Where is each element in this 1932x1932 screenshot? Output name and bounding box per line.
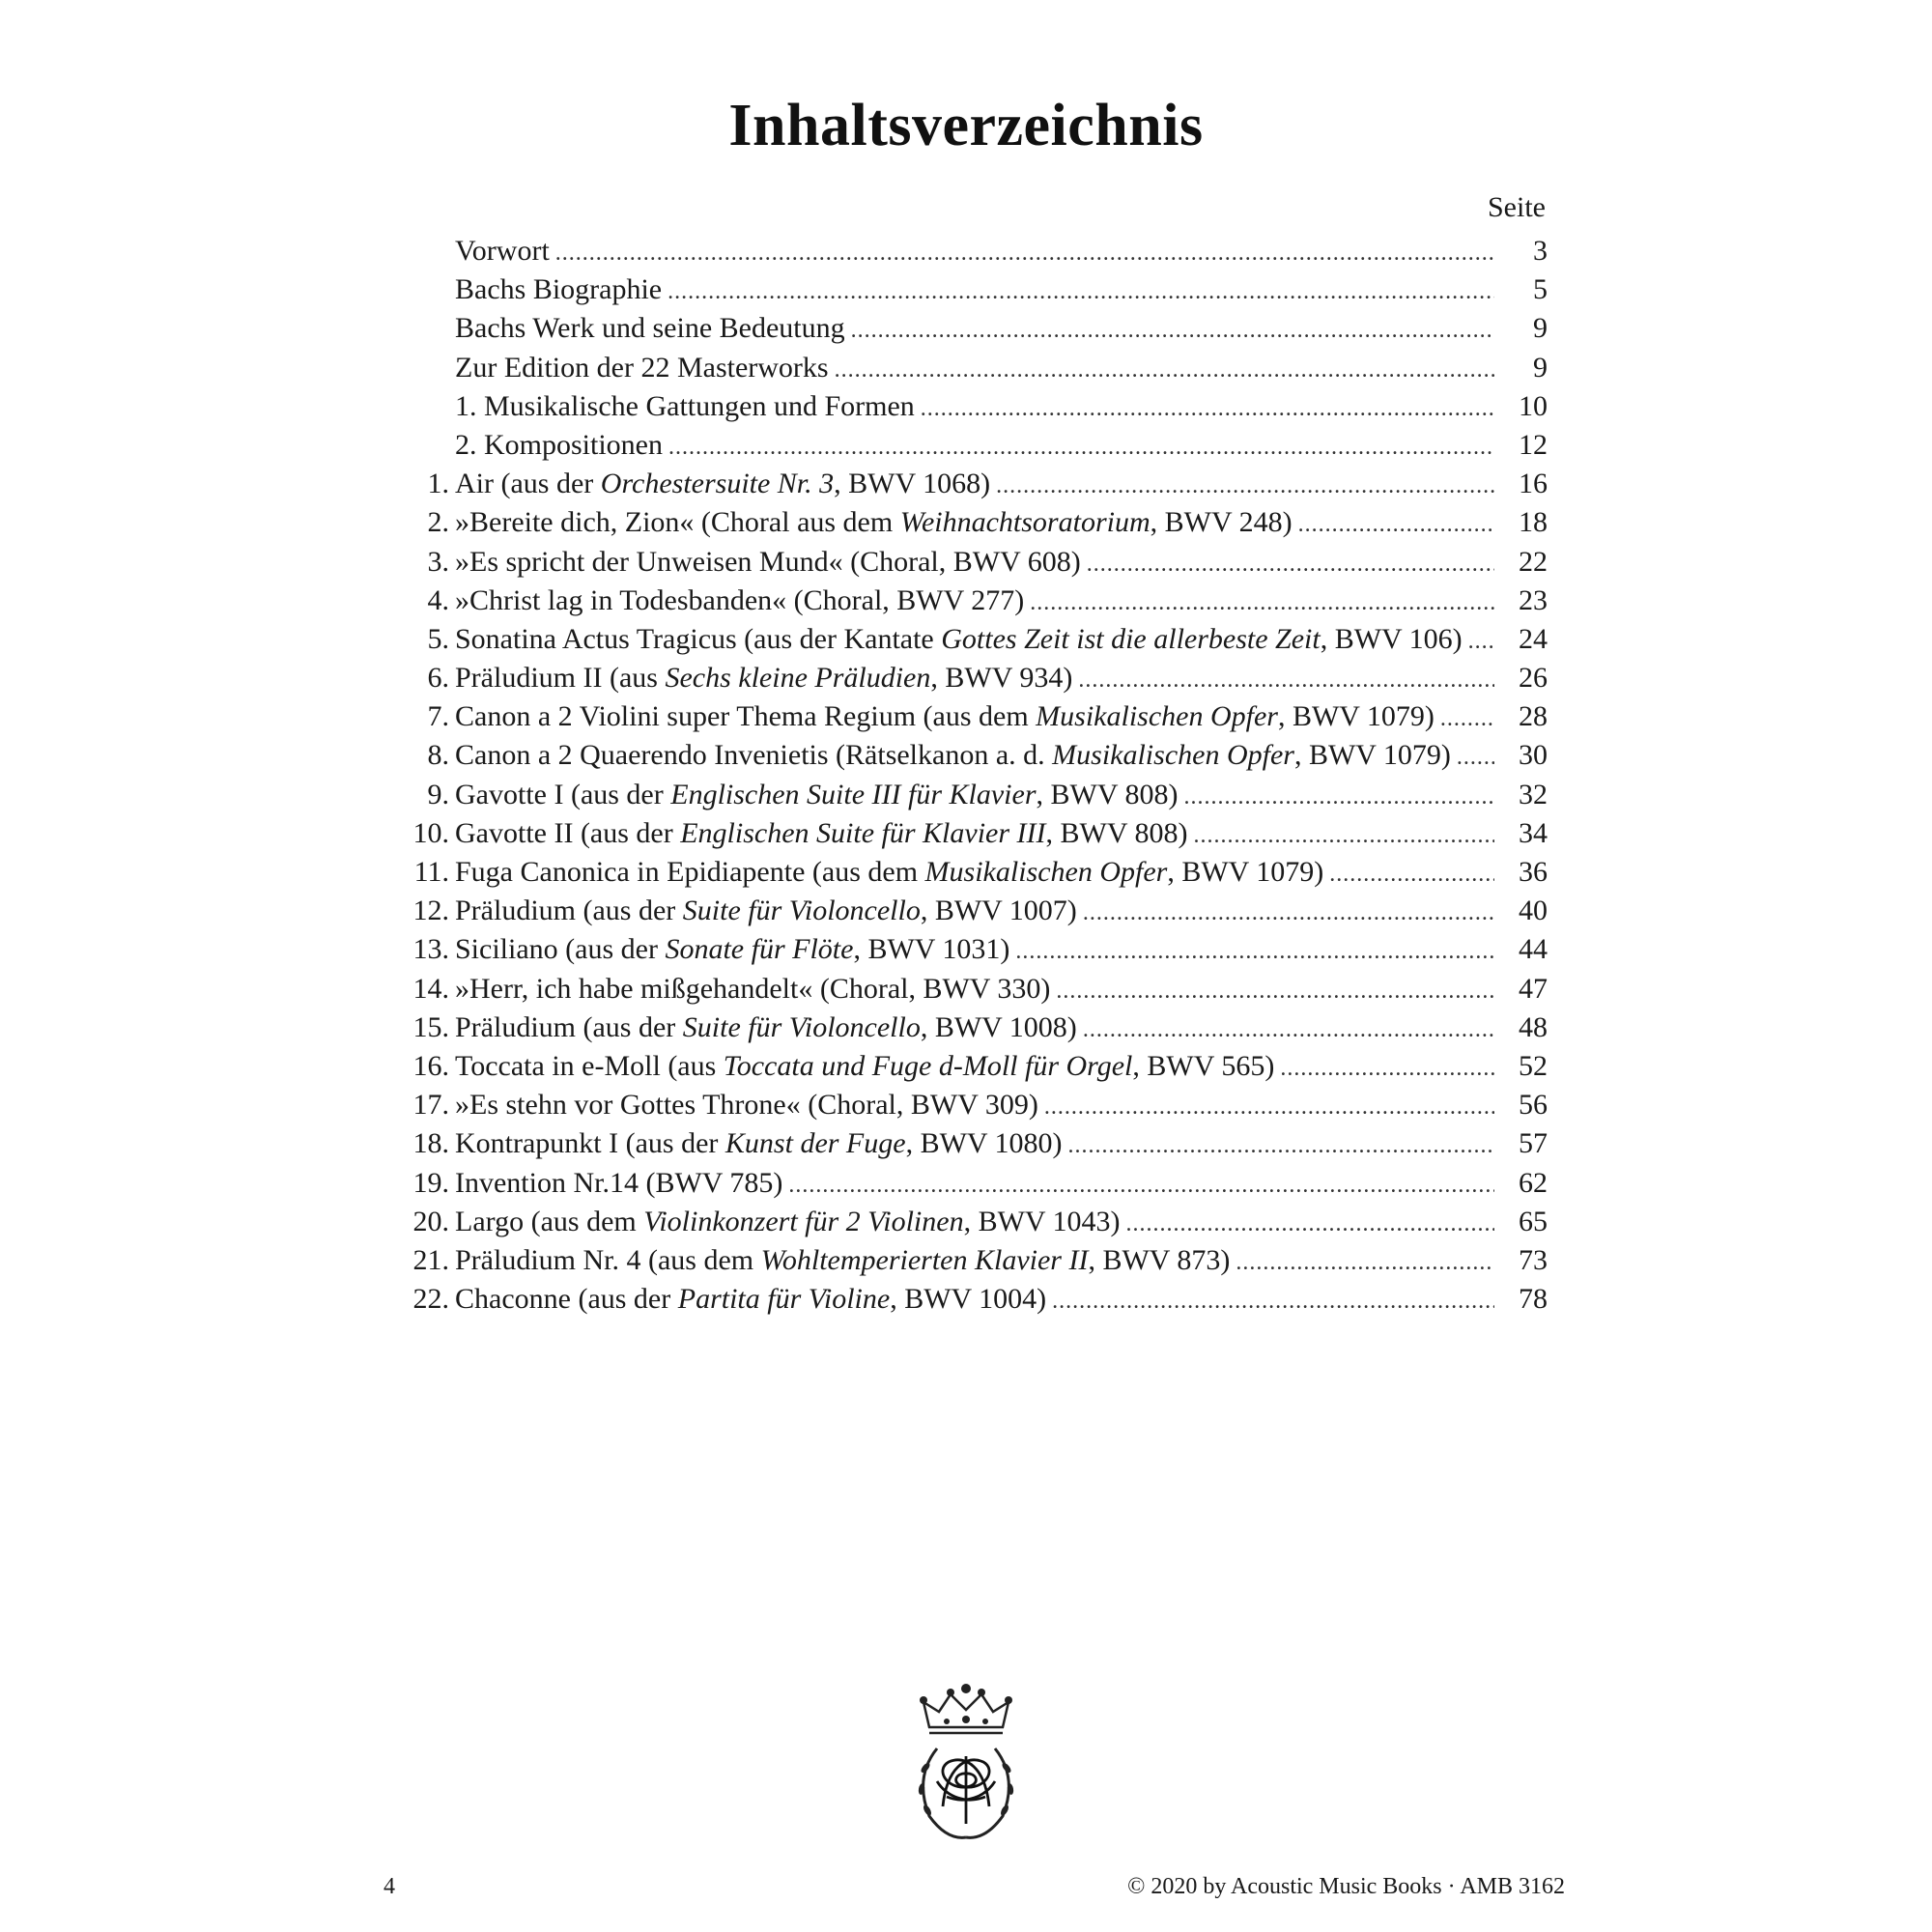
toc-entry-title [455, 309, 851, 348]
toc-entry-number: 8. [427, 739, 449, 772]
toc-entry-number: 22. [412, 1283, 449, 1316]
toc-leader-dots [1087, 545, 1494, 583]
toc-entry [391, 1086, 1548, 1124]
toc-entry [391, 543, 1548, 582]
toc-entry-page: 34 [1519, 816, 1548, 849]
toc-entry-title [455, 1009, 1083, 1047]
toc-entry-catalog: , BWV 934) [930, 662, 1073, 695]
toc-leader-dots [668, 272, 1494, 311]
toc-entry-catalog: , BWV 1004) [890, 1283, 1047, 1316]
toc-entry-title-text: Largo (aus dem [455, 1205, 644, 1237]
toc-entry-page: 30 [1519, 739, 1548, 772]
toc-leader-dots [1126, 1205, 1494, 1243]
toc-entry-number: 14. [412, 972, 449, 1005]
toc-leader-dots [1298, 505, 1494, 544]
toc-entry-number: 11. [413, 856, 449, 888]
toc-entry-number: 6. [427, 662, 449, 695]
toc-entry-page: 3 [1533, 235, 1548, 267]
toc-entry-title [455, 582, 1030, 620]
toc-entry-title-text: Canon a 2 Quaerendo Invenietis (Rätselkanon a. d. [455, 739, 1053, 772]
toc-entry-title-text: 1. Musikalische Gattungen und Formen [455, 389, 915, 422]
toc-entry [391, 620, 1548, 659]
toc-entry-title [455, 1124, 1068, 1163]
toc-entry-title-text: Chaconne (aus der [455, 1283, 678, 1316]
toc-entry [391, 697, 1548, 736]
toc-entry-work-title: Violinkonzert für 2 Violinen [643, 1205, 964, 1237]
toc-entry-catalog: , BWV 1080) [905, 1127, 1063, 1160]
toc-entry-number: 10. [412, 816, 449, 849]
toc-entry-catalog: , BWV 1043) [963, 1205, 1121, 1237]
toc-entry-number: 1. [427, 468, 449, 500]
toc-entry-catalog: , BWV 1079) [1293, 739, 1451, 772]
toc-entry-title-text: »Christ lag in Todesbanden« (Choral, BWV 277) [455, 583, 1025, 616]
toc-entry-title-text: Invention Nr.14 (BWV 785) [455, 1166, 783, 1199]
toc-entry-title-text: Präludium II (aus [455, 662, 666, 695]
toc-leader-dots [1044, 1088, 1494, 1126]
toc-entry-catalog: , BWV 808) [1045, 816, 1188, 849]
toc-entry-title-text: »Bereite dich, Zion« (Choral aus dem [455, 506, 900, 539]
toc-entry-title [455, 1047, 1280, 1086]
toc-entry-work-title: Gottes Zeit ist die allerbeste Zeit [941, 622, 1321, 655]
toc-entry [391, 892, 1548, 930]
toc-leader-dots [1280, 1049, 1494, 1088]
toc-entry [391, 659, 1548, 697]
toc-entry-page: 26 [1519, 662, 1548, 695]
toc-leader-dots [851, 311, 1494, 350]
toc-entry-title [455, 232, 555, 270]
toc-leader-dots [1236, 1243, 1494, 1282]
toc-entry-title-text: »Es stehn vor Gottes Throne« (Choral, BWV 309) [455, 1089, 1038, 1122]
toc-leader-dots [788, 1166, 1494, 1205]
toc-leader-dots [1015, 932, 1494, 971]
toc-entry-title [455, 1086, 1044, 1124]
toc-entry-work-title: Musikalischen Opfer [1052, 739, 1294, 772]
toc-entry-catalog: , BWV 1079) [1277, 700, 1435, 733]
toc-entry-title [455, 270, 668, 309]
toc-leader-dots [921, 389, 1494, 428]
toc-entry-work-title: Kunst der Fuge [724, 1127, 906, 1160]
toc-leader-dots [668, 428, 1494, 467]
toc-entry [391, 1124, 1548, 1163]
toc-entry-number: 5. [427, 622, 449, 655]
toc-entry [391, 776, 1548, 814]
toc-entry-title-text: Bachs Biographie [455, 273, 663, 306]
toc-entry-work-title: Musikalischen Opfer [1036, 700, 1278, 733]
toc-entry [391, 582, 1548, 620]
toc-entry-number: 12. [412, 895, 449, 927]
toc-leader-dots [835, 351, 1494, 389]
toc-entry-title-text: »Es spricht der Unweisen Mund« (Choral, BWV 608) [455, 545, 1081, 578]
toc-entry-title-text: Air (aus der [455, 468, 601, 500]
toc-entry-page: 52 [1519, 1049, 1548, 1082]
toc-leader-dots [1052, 1282, 1494, 1321]
toc-entry-number: 15. [412, 1010, 449, 1043]
toc-entry-page: 56 [1519, 1089, 1548, 1122]
toc-entry-page: 65 [1519, 1205, 1548, 1237]
toc-entry-number: 4. [427, 583, 449, 616]
toc-entry-title-text: Gavotte II (aus der [455, 816, 681, 849]
toc-entry-number: 17. [412, 1089, 449, 1122]
toc-entry [391, 270, 1548, 309]
toc-leader-dots [1440, 699, 1494, 738]
toc-entry-number: 20. [412, 1205, 449, 1237]
toc-entry-title-text: Fuga Canonica in Epidiapente (aus dem [455, 856, 925, 888]
toc-entry-work-title: Englischen Suite für Klavier III [680, 816, 1046, 849]
toc-entry-title [455, 659, 1078, 697]
toc-entry-catalog: , BWV 808) [1036, 778, 1179, 810]
toc-entry-work-title: Weihnachtsoratorium [899, 506, 1151, 539]
toc-entry [391, 349, 1548, 387]
toc-entry-title [455, 814, 1193, 853]
toc-entry-title [455, 1280, 1052, 1319]
toc-entry [391, 1203, 1548, 1241]
toc-entry-title-text: »Herr, ich habe mißgehandelt« (Choral, BWV 330) [455, 972, 1051, 1005]
toc-entry-title [455, 387, 921, 426]
toc-entry-title-text: Vorwort [455, 235, 550, 267]
toc-entry-page: 73 [1519, 1243, 1548, 1276]
toc-entry-page: 10 [1519, 389, 1548, 422]
toc-entry [391, 853, 1548, 892]
footer-page-number: 4 [384, 1874, 395, 1899]
toc-entry-catalog: , BWV 1008) [920, 1010, 1077, 1043]
page-column-label: Seite [1488, 191, 1546, 223]
toc-entry-title [455, 1241, 1236, 1280]
toc-entry [391, 1009, 1548, 1047]
toc-entry-title-text: Sonatina Actus Tragicus (aus der Kantate [455, 622, 942, 655]
toc-entry-title [455, 465, 996, 503]
toc-entry-title [455, 892, 1083, 930]
toc-entry [391, 1280, 1548, 1319]
toc-entry-title-text: Siciliano (aus der [455, 933, 666, 966]
toc-entry-title [455, 349, 835, 387]
toc-entry-title [455, 697, 1440, 736]
toc-entry-page: 23 [1519, 583, 1548, 616]
toc-entry-number: 18. [412, 1127, 449, 1160]
toc-entry [391, 309, 1548, 348]
toc-entry-number: 16. [412, 1049, 449, 1082]
toc-entry-catalog: , BWV 248) [1150, 506, 1293, 539]
toc-entry-catalog: , BWV 873) [1088, 1243, 1231, 1276]
toc-entry-title [455, 776, 1183, 814]
toc-entry-title [455, 970, 1056, 1009]
toc-entry-page: 28 [1519, 700, 1548, 733]
toc-leader-dots [1068, 1126, 1494, 1165]
toc-leader-dots [555, 234, 1494, 272]
toc-leader-dots [996, 467, 1494, 505]
toc-leader-dots [1457, 738, 1494, 777]
toc-entry-page: 48 [1519, 1010, 1548, 1043]
toc-entry-title [455, 1203, 1126, 1241]
toc-entry-page: 24 [1519, 622, 1548, 655]
toc-entry-catalog: , BWV 1068) [834, 468, 991, 500]
toc-entry [391, 1047, 1548, 1086]
toc-entry-title [455, 620, 1468, 659]
toc-entry-page: 12 [1519, 428, 1548, 461]
bach-seal-icon [908, 1681, 1024, 1845]
toc-entry-page: 78 [1519, 1283, 1548, 1316]
toc-entry-number: 2. [427, 506, 449, 539]
toc-entry-number: 9. [427, 778, 449, 810]
toc-entry-title-text: Präludium Nr. 4 (aus dem [455, 1243, 761, 1276]
toc-entry-work-title: Suite für Violoncello [682, 1010, 921, 1043]
toc-entry-work-title: Musikalischen Opfer [924, 856, 1168, 888]
toc-entry-catalog: , BWV 1007) [920, 895, 1077, 927]
toc-entry-catalog: , BWV 1031) [853, 933, 1010, 966]
toc-entry [391, 232, 1548, 270]
toc-entry-page: 16 [1519, 468, 1548, 500]
toc-entry-work-title: Englischen Suite III für Klavier [670, 778, 1037, 810]
toc-entry-page: 47 [1519, 972, 1548, 1005]
toc-entry-work-title: Partita für Violine [677, 1283, 891, 1316]
toc-leader-dots [1193, 816, 1494, 855]
toc-entry-work-title: Sechs kleine Präludien [665, 662, 931, 695]
toc-entry-page: 5 [1533, 273, 1548, 306]
toc-entry-number: 19. [412, 1166, 449, 1199]
toc-entry-page: 9 [1533, 351, 1548, 384]
toc-entry [391, 503, 1548, 542]
toc-entry-page: 57 [1519, 1127, 1548, 1160]
toc-leader-dots [1030, 583, 1494, 622]
toc-entry [391, 970, 1548, 1009]
toc-entry-title [455, 426, 668, 465]
toc-entry-work-title: Toccata und Fuge d-Moll für Orgel [723, 1049, 1133, 1082]
toc-leader-dots [1468, 622, 1494, 661]
page-title: Inhaltsverzeichnis [728, 93, 1204, 158]
toc-entry-page: 40 [1519, 895, 1548, 927]
toc-entry-page: 18 [1519, 506, 1548, 539]
toc-entry-title-text: Canon a 2 Violini super Thema Regium (aus dem [455, 700, 1037, 733]
toc-entry [391, 930, 1548, 969]
footer-copyright: © 2020 by Acoustic Music Books · AMB 3162 [1127, 1874, 1565, 1899]
toc-entry-catalog: , BWV 1079) [1167, 856, 1324, 888]
toc-entry-page: 36 [1519, 856, 1548, 888]
toc-entry [391, 814, 1548, 853]
toc-entry-title-text: Zur Edition der 22 Masterworks [455, 351, 829, 384]
toc-entry-work-title: Orchestersuite Nr. 3 [600, 468, 835, 500]
toc-entry-work-title: Wohltemperierten Klavier II [760, 1243, 1089, 1276]
toc-entry [391, 387, 1548, 426]
toc-leader-dots [1056, 972, 1494, 1010]
toc-entry-number: 21. [412, 1243, 449, 1276]
toc-entry [391, 1241, 1548, 1280]
toc-entry-catalog: , BWV 565) [1132, 1049, 1275, 1082]
toc-entry [391, 1164, 1548, 1203]
toc-entry-title-text: 2. Kompositionen [455, 428, 663, 461]
toc-entry-title [455, 503, 1298, 542]
toc-entry-title-text: Kontrapunkt I (aus der [455, 1127, 725, 1160]
toc-entry-title [455, 853, 1329, 892]
toc-entry-number: 7. [427, 700, 449, 733]
toc-entry-number: 13. [412, 933, 449, 966]
toc-entry-title-text: Präludium (aus der [455, 1010, 683, 1043]
toc-entry [391, 426, 1548, 465]
toc-leader-dots [1083, 894, 1494, 932]
toc-entry-work-title: Sonate für Flöte [665, 933, 854, 966]
toc-leader-dots [1078, 661, 1494, 699]
toc-entry [391, 736, 1548, 775]
toc-entry-title [455, 543, 1087, 582]
toc-leader-dots [1329, 855, 1494, 894]
toc-entry-title [455, 930, 1015, 969]
toc-entry-title [455, 1164, 788, 1203]
toc-entry-number: 3. [427, 545, 449, 578]
toc-entry-title-text: Bachs Werk und seine Bedeutung [455, 312, 845, 345]
toc-entry-title [455, 736, 1457, 775]
toc-entry-work-title: Suite für Violoncello [682, 895, 921, 927]
toc-entry-catalog: , BWV 106) [1320, 622, 1463, 655]
toc-entry-title-text: Präludium (aus der [455, 895, 683, 927]
table-of-contents [391, 232, 1548, 1319]
toc-entry-page: 22 [1519, 545, 1548, 578]
toc-entry-title-text: Toccata in e-Moll (aus [455, 1049, 724, 1082]
toc-entry-page: 62 [1519, 1166, 1548, 1199]
toc-entry [391, 465, 1548, 503]
toc-entry-page: 32 [1519, 778, 1548, 810]
toc-entry-title-text: Gavotte I (aus der [455, 778, 671, 810]
toc-leader-dots [1183, 778, 1494, 816]
toc-leader-dots [1083, 1010, 1494, 1049]
toc-entry-page: 44 [1519, 933, 1548, 966]
toc-entry-page: 9 [1533, 312, 1548, 345]
